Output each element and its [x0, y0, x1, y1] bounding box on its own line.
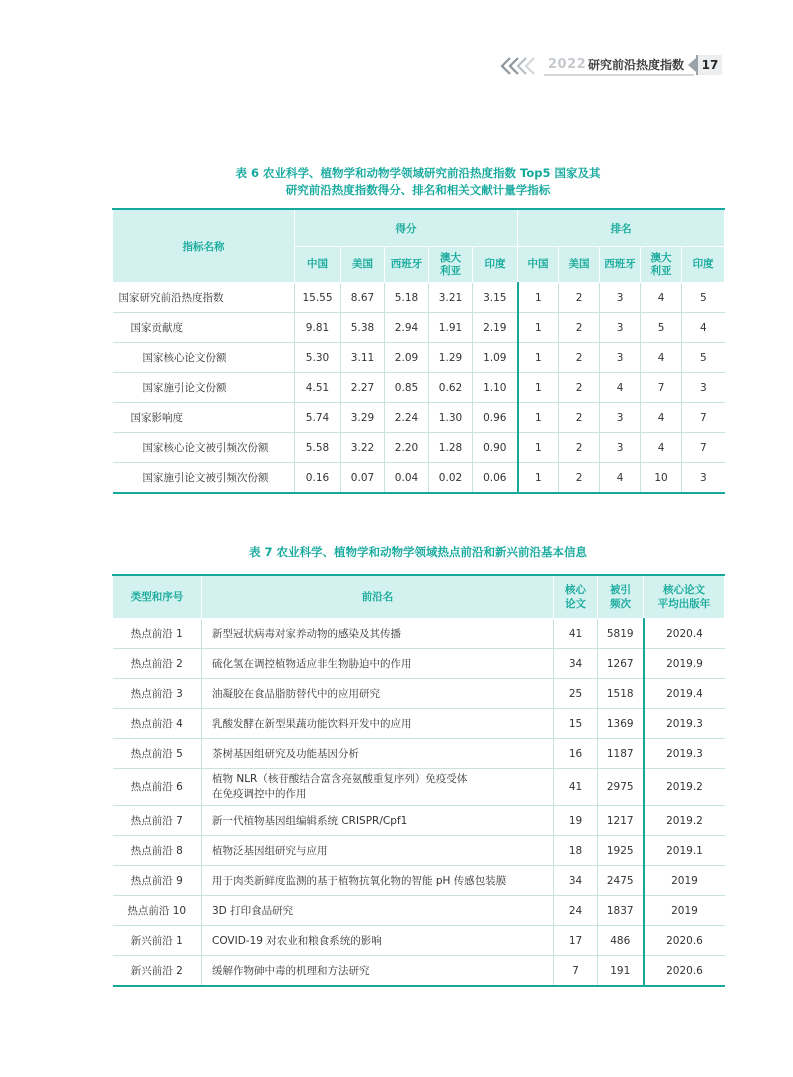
score-cell: 5.18 — [385, 283, 429, 313]
score-cell: 2.94 — [385, 313, 429, 343]
frontier-name — [202, 866, 554, 896]
indicator-name: 国家核心论文份额 — [113, 343, 295, 373]
rank-cell: 1 — [518, 403, 559, 433]
core-papers: 41 — [554, 619, 598, 649]
rank-cell: 2 — [559, 343, 600, 373]
rank-header: 排名 — [518, 209, 725, 247]
table-row — [113, 343, 725, 373]
frontier-type: 新兴前沿 1 — [113, 926, 202, 956]
rank-cell: 2 — [559, 433, 600, 463]
rank-cell: 1 — [518, 343, 559, 373]
score-cell: 3.15 — [473, 283, 518, 313]
frontier-type: 热点前沿 1 — [113, 619, 202, 649]
rank-cell: 3 — [600, 343, 641, 373]
table7 — [112, 574, 725, 987]
country-header: 西班牙 — [600, 247, 641, 283]
score-cell: 0.04 — [385, 463, 429, 494]
score-cell: 3.11 — [341, 343, 385, 373]
score-cell: 8.67 — [341, 283, 385, 313]
score-cell: 5.30 — [295, 343, 341, 373]
rank-cell: 7 — [682, 433, 725, 463]
citations: 1369 — [598, 709, 644, 739]
table-row — [113, 806, 725, 836]
score-cell: 0.06 — [473, 463, 518, 494]
table-row — [113, 433, 725, 463]
core-papers: 18 — [554, 836, 598, 866]
table-row — [113, 463, 725, 494]
frontier-name-line: 植物泛基因组研究与应用 — [212, 845, 328, 857]
rank-cell: 7 — [682, 403, 725, 433]
table-row — [113, 739, 725, 769]
frontier-name — [202, 649, 554, 679]
table-row — [113, 836, 725, 866]
score-cell: 5.38 — [341, 313, 385, 343]
rank-cell: 4 — [641, 433, 682, 463]
rank-cell: 4 — [682, 313, 725, 343]
frontier-name — [202, 806, 554, 836]
avg-year: 2019.2 — [644, 806, 725, 836]
frontier-type: 热点前沿 3 — [113, 679, 202, 709]
rank-cell: 3 — [600, 433, 641, 463]
score-cell: 0.07 — [341, 463, 385, 494]
country-header: 印度 — [682, 247, 725, 283]
table-row — [113, 649, 725, 679]
frontier-name — [202, 619, 554, 649]
frontier-type: 热点前沿 4 — [113, 709, 202, 739]
country-header: 中国 — [518, 247, 559, 283]
indicator-name: 国家影响度 — [113, 403, 295, 433]
score-cell: 1.91 — [429, 313, 473, 343]
citations: 191 — [598, 956, 644, 987]
rank-cell: 3 — [600, 283, 641, 313]
rank-cell: 2 — [559, 373, 600, 403]
rank-cell: 3 — [682, 463, 725, 494]
score-cell: 1.09 — [473, 343, 518, 373]
rank-cell: 1 — [518, 283, 559, 313]
score-cell: 3.21 — [429, 283, 473, 313]
type-header: 类型和序号 — [113, 575, 202, 619]
core-papers: 41 — [554, 769, 598, 806]
score-cell: 2.20 — [385, 433, 429, 463]
frontier-name-line: 油凝胶在食品脂肪替代中的应用研究 — [212, 688, 380, 700]
score-cell: 9.81 — [295, 313, 341, 343]
rank-cell: 5 — [682, 343, 725, 373]
avg-year: 2019.3 — [644, 739, 725, 769]
rank-cell: 3 — [682, 373, 725, 403]
indicator-name: 国家施引论文份额 — [113, 373, 295, 403]
avg-year: 2019.1 — [644, 836, 725, 866]
citations: 1925 — [598, 836, 644, 866]
rank-cell: 2 — [559, 463, 600, 494]
frontier-type: 新兴前沿 2 — [113, 956, 202, 987]
avg-year: 2020.6 — [644, 926, 725, 956]
table-row — [113, 866, 725, 896]
citations-header: 被引 频次 — [598, 575, 644, 619]
indicator-name: 国家核心论文被引频次份额 — [113, 433, 295, 463]
core-papers: 15 — [554, 709, 598, 739]
frontier-type: 热点前沿 5 — [113, 739, 202, 769]
table-row — [113, 896, 725, 926]
frontier-name-line: 硫化氢在调控植物适应非生物胁迫中的作用 — [212, 658, 412, 670]
score-cell: 1.30 — [429, 403, 473, 433]
score-cell: 5.58 — [295, 433, 341, 463]
avg-year: 2019.4 — [644, 679, 725, 709]
rank-cell: 1 — [518, 373, 559, 403]
core-papers-header: 核心 论文 — [554, 575, 598, 619]
frontier-name-line: 乳酸发酵在新型果蔬功能饮料开发中的应用 — [212, 718, 412, 730]
table-row — [113, 313, 725, 343]
core-papers: 34 — [554, 649, 598, 679]
rank-cell: 1 — [518, 433, 559, 463]
rank-cell: 2 — [559, 403, 600, 433]
citations: 1837 — [598, 896, 644, 926]
core-papers: 16 — [554, 739, 598, 769]
score-cell: 2.19 — [473, 313, 518, 343]
chevron-left-icon — [496, 56, 540, 76]
frontier-name-line: 植物 NLR（核苷酸结合富含亮氨酸重复序列）免疫受体 — [212, 773, 468, 785]
rank-cell: 4 — [600, 373, 641, 403]
table-row — [113, 709, 725, 739]
header-title: 研究前沿热度指数 — [588, 58, 685, 72]
rank-cell: 3 — [600, 313, 641, 343]
core-papers: 25 — [554, 679, 598, 709]
frontier-name — [202, 679, 554, 709]
citations: 5819 — [598, 619, 644, 649]
country-header: 澳大 利亚 — [641, 247, 682, 283]
rank-cell: 4 — [600, 463, 641, 494]
indicator-header: 指标名称 — [113, 209, 295, 283]
frontier-name-line: 3D 打印食品研究 — [212, 905, 294, 917]
table-row — [113, 373, 725, 403]
core-papers: 34 — [554, 866, 598, 896]
country-header: 印度 — [473, 247, 518, 283]
frontier-name-line: 在免疫调控中的作用 — [212, 788, 307, 800]
avg-year: 2020.6 — [644, 956, 725, 987]
indicator-name: 国家贡献度 — [113, 313, 295, 343]
score-cell: 1.28 — [429, 433, 473, 463]
core-papers: 17 — [554, 926, 598, 956]
indicator-name: 国家施引论文被引频次份额 — [113, 463, 295, 494]
header-divider — [544, 74, 694, 76]
score-cell: 5.74 — [295, 403, 341, 433]
rank-cell: 1 — [518, 313, 559, 343]
table-row — [113, 679, 725, 709]
rank-cell: 4 — [641, 283, 682, 313]
country-header: 中国 — [295, 247, 341, 283]
frontier-name — [202, 896, 554, 926]
frontier-name-line: 茶树基因组研究及功能基因分析 — [212, 748, 359, 760]
page-number: 17 — [701, 58, 719, 72]
rank-cell: 7 — [641, 373, 682, 403]
avg-year: 2019 — [644, 896, 725, 926]
table-row — [113, 956, 725, 987]
table6-caption-line1: 表 6 农业科学、植物学和动物学领域研究前沿热度指数 Top5 国家及其 — [235, 166, 601, 180]
table-row — [113, 283, 725, 313]
score-cell: 0.62 — [429, 373, 473, 403]
score-cell: 0.90 — [473, 433, 518, 463]
frontier-name-line: 缓解作物砷中毒的机理和方法研究 — [212, 965, 370, 977]
citations: 1267 — [598, 649, 644, 679]
rank-cell: 4 — [641, 343, 682, 373]
core-papers: 7 — [554, 956, 598, 987]
frontier-name-line: 用于肉类新鲜度监测的基于植物抗氧化物的智能 pH 传感包装膜 — [212, 875, 507, 887]
avg-year-header: 核心论文 平均出版年 — [644, 575, 725, 619]
rank-cell: 10 — [641, 463, 682, 494]
score-cell: 3.22 — [341, 433, 385, 463]
frontier-name-line: 新一代植物基因组编辑系统 CRISPR/Cpf1 — [212, 815, 408, 827]
avg-year: 2019 — [644, 866, 725, 896]
citations: 2975 — [598, 769, 644, 806]
score-cell: 2.27 — [341, 373, 385, 403]
avg-year: 2019.9 — [644, 649, 725, 679]
frontier-name-header: 前沿名 — [202, 575, 554, 619]
country-header: 美国 — [341, 247, 385, 283]
frontier-type: 热点前沿 9 — [113, 866, 202, 896]
frontier-type: 热点前沿 6 — [113, 769, 202, 806]
rank-cell: 1 — [518, 463, 559, 494]
score-header: 得分 — [295, 209, 518, 247]
table6 — [112, 208, 725, 494]
table6-caption — [112, 165, 724, 199]
citations: 486 — [598, 926, 644, 956]
rank-cell: 4 — [641, 403, 682, 433]
score-cell: 0.85 — [385, 373, 429, 403]
frontier-type: 热点前沿 10 — [113, 896, 202, 926]
frontier-name-line: COVID-19 对农业和粮食系统的影响 — [212, 935, 382, 947]
frontier-type: 热点前沿 7 — [113, 806, 202, 836]
table7-caption: 表 7 农业科学、植物学和动物学领域热点前沿和新兴前沿基本信息 — [248, 545, 587, 559]
country-header: 西班牙 — [385, 247, 429, 283]
running-header — [492, 52, 724, 78]
score-cell: 0.96 — [473, 403, 518, 433]
core-papers: 19 — [554, 806, 598, 836]
rank-cell: 2 — [559, 283, 600, 313]
score-cell: 2.09 — [385, 343, 429, 373]
frontier-name — [202, 709, 554, 739]
frontier-name — [202, 769, 554, 806]
citations: 2475 — [598, 866, 644, 896]
frontier-name — [202, 836, 554, 866]
avg-year: 2020.4 — [644, 619, 725, 649]
table-row — [113, 403, 725, 433]
table-row — [113, 926, 725, 956]
frontier-type: 热点前沿 8 — [113, 836, 202, 866]
country-header: 美国 — [559, 247, 600, 283]
country-header: 澳大 利亚 — [429, 247, 473, 283]
score-cell: 4.51 — [295, 373, 341, 403]
table-row — [113, 619, 725, 649]
score-cell: 1.29 — [429, 343, 473, 373]
avg-year: 2019.2 — [644, 769, 725, 806]
table6-caption-line2: 研究前沿热度指数得分、排名和相关文献计量学指标 — [285, 183, 551, 197]
frontier-name — [202, 739, 554, 769]
rank-cell: 3 — [600, 403, 641, 433]
citations: 1518 — [598, 679, 644, 709]
score-cell: 15.55 — [295, 283, 341, 313]
score-cell: 2.24 — [385, 403, 429, 433]
score-cell: 0.02 — [429, 463, 473, 494]
frontier-name — [202, 956, 554, 987]
citations: 1187 — [598, 739, 644, 769]
page-number-box — [696, 55, 722, 75]
page-tab-notch — [688, 58, 696, 72]
score-cell: 0.16 — [295, 463, 341, 494]
frontier-type: 热点前沿 2 — [113, 649, 202, 679]
score-cell: 3.29 — [341, 403, 385, 433]
citations: 1217 — [598, 806, 644, 836]
rank-cell: 5 — [641, 313, 682, 343]
rank-cell: 5 — [682, 283, 725, 313]
avg-year: 2019.3 — [644, 709, 725, 739]
indicator-name: 国家研究前沿热度指数 — [113, 283, 295, 313]
frontier-name-line: 新型冠状病毒对家养动物的感染及其传播 — [212, 628, 401, 640]
table-row — [113, 769, 725, 806]
rank-cell: 2 — [559, 313, 600, 343]
frontier-name — [202, 926, 554, 956]
header-year: 2022 — [548, 57, 587, 72]
score-cell: 1.10 — [473, 373, 518, 403]
core-papers: 24 — [554, 896, 598, 926]
